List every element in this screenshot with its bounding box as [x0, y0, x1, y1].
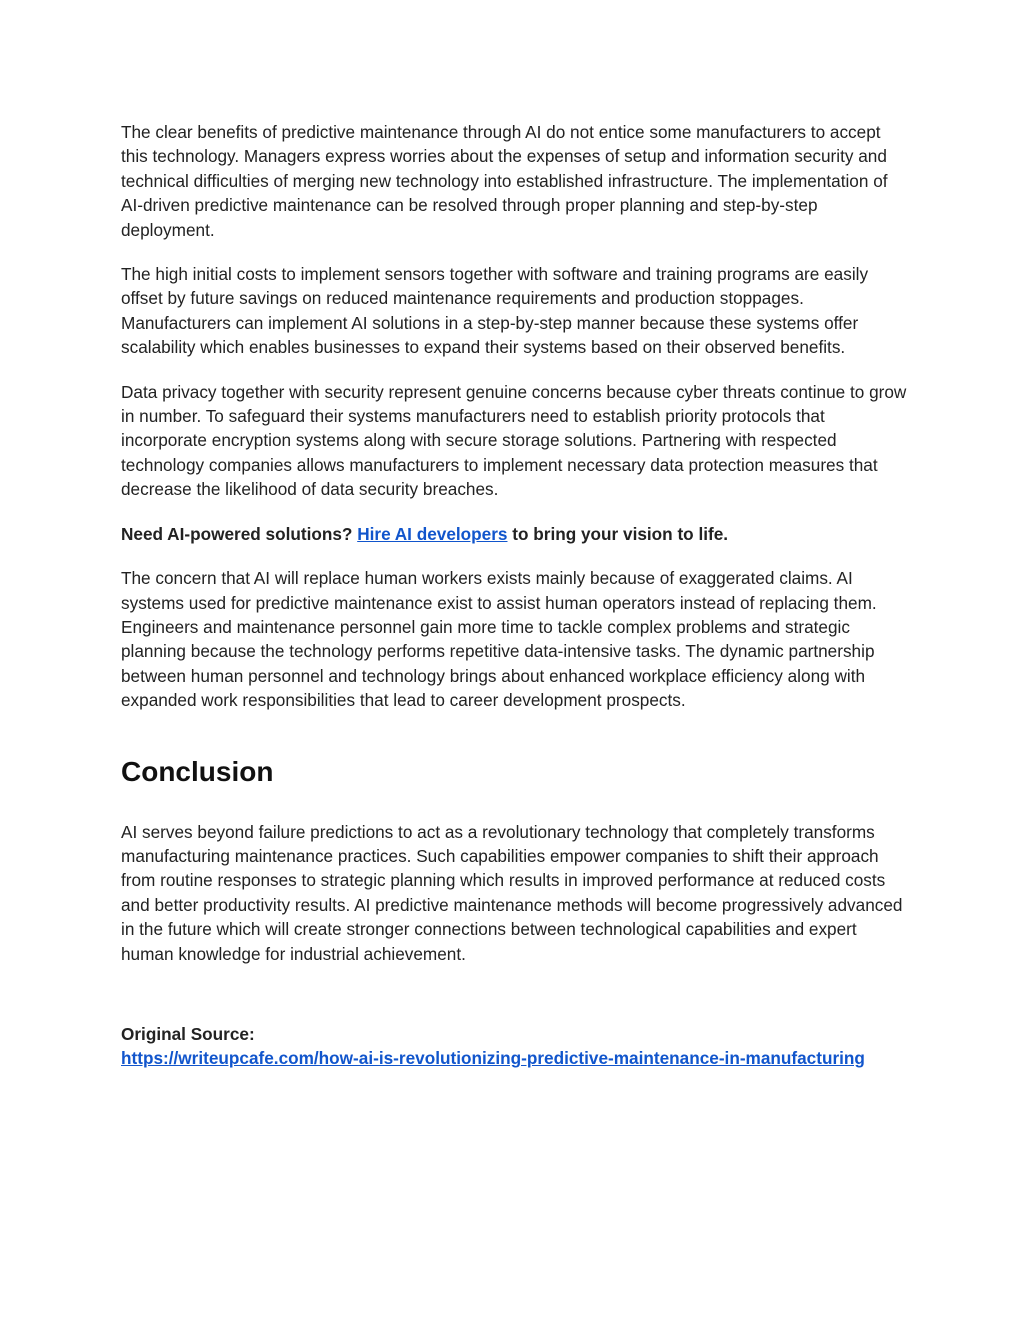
original-source — [121, 1022, 911, 1071]
cta-suffix: to bring your vision to life. — [507, 523, 729, 544]
conclusion-paragraph: AI serves beyond failure predictions to act as a revolutionary technology that completely transforms manufacturing maintenance practices. Such capabilities empower companies to shift their approach from routine responses to strategic planning which results in improved performance at reduced costs and better productivity results. AI predictive maintenance methods will become progressively advanced in the future which will create stronger connections between technological capabilities and expert human knowledge for industrial achievement. — [121, 821, 903, 964]
conclusion-heading: Conclusion — [121, 755, 274, 787]
paragraph-human-workers: The concern that AI will replace human workers exists mainly because of exaggerated claims. AI systems used for predictive maintenance exist to assist human operators instead of replacing them. Engineers and maintenance personnel gain more time to tackle complex problems and strategic planning because the technology performs repetitive data-intensive tasks. The dynamic partnership between human personnel and technology brings about enhanced workplace efficiency along with expanded work responsibilities that lead to career development prospects. — [121, 568, 877, 711]
document-body — [121, 120, 911, 1071]
original-source-link[interactable]: https://writeupcafe.com/how-ai-is-revolutionizing-predictive-maintenance-in-manufacturing — [121, 1048, 865, 1069]
paragraph-data-privacy: Data privacy together with security represent genuine concerns because cyber threats continue to grow in number. To safeguard their systems manufacturers need to establish priority protocols that incorporate encryption systems along with secure storage solutions. Partnering with respected technology companies allows manufacturers to implement necessary data protection measures that decrease the likelihood of data security breaches. — [121, 381, 907, 500]
paragraph-adoption-concerns: The clear benefits of predictive maintenance through AI do not entice some manufacturers to accept this technology. Managers express worries about the expenses of setup and information security and technical difficulties of merging new technology into established infrastructure. The implementation of AI-driven predictive maintenance can be resolved through proper planning and step-by-step deployment. — [121, 122, 888, 240]
cta-line — [121, 522, 911, 546]
paragraph-initial-costs: The high initial costs to implement sensors together with software and training programs are easily offset by future savings on reduced maintenance requirements and production stoppages. Manufacturers can implement AI solutions in a step-by-step manner because these systems offer scalability which enables businesses to expand their systems based on their observed benefits. — [121, 264, 869, 358]
hire-ai-developers-link[interactable]: Hire AI developers — [357, 523, 508, 544]
original-source-label: Original Source: — [121, 1023, 255, 1044]
cta-prefix: Need AI-powered solutions? — [121, 523, 358, 544]
